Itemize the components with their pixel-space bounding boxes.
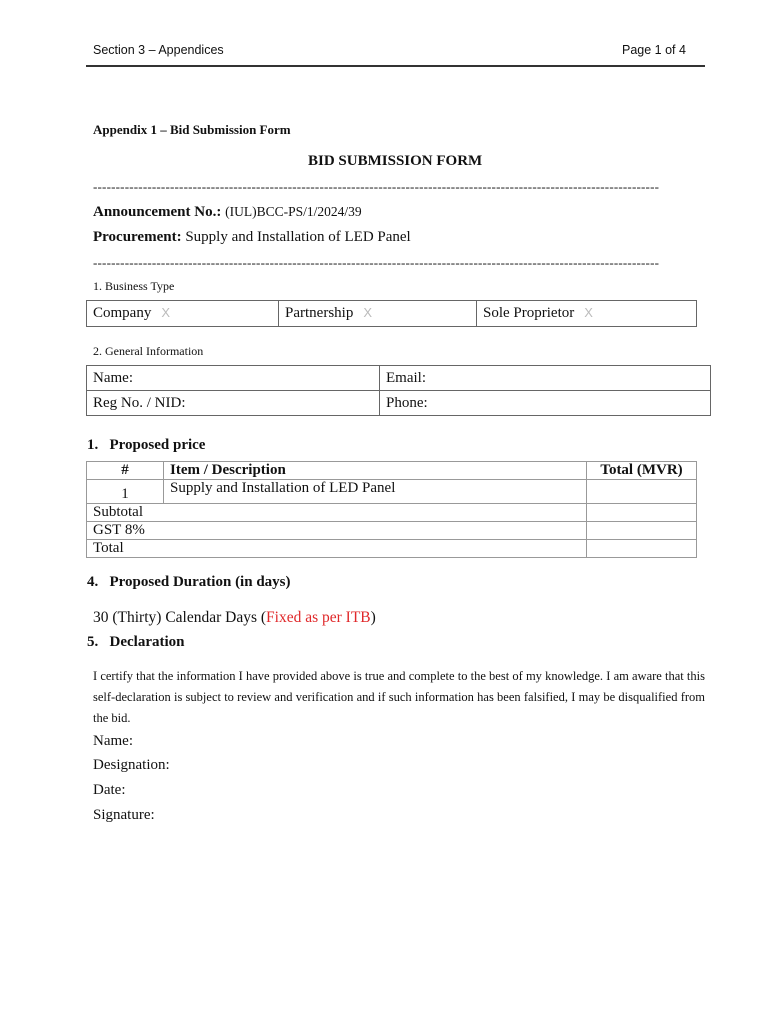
name-field[interactable]: Name: — [87, 366, 380, 391]
option-label: Company — [93, 305, 152, 321]
price-table — [86, 461, 697, 558]
proposed-price-heading: 1. Proposed price — [87, 437, 206, 453]
announcement-line — [93, 204, 362, 221]
designation-field[interactable]: Designation: — [93, 757, 170, 773]
business-type-sole-proprietor[interactable] — [477, 301, 697, 327]
col-number-header: # — [87, 462, 164, 480]
checkbox-mark-x[interactable]: X — [363, 305, 372, 320]
procurement-line — [93, 229, 411, 246]
business-type-partnership[interactable] — [279, 301, 477, 327]
duration-text — [93, 609, 376, 627]
date-field[interactable]: Date: — [93, 782, 126, 798]
col-total-header: Total (MVR) — [587, 462, 697, 480]
subtotal-label: Subtotal — [87, 504, 587, 522]
general-info-heading: 2. General Information — [93, 344, 204, 358]
col-item-header: Item / Description — [164, 462, 587, 480]
procurement-label: Procurement: — [93, 229, 182, 245]
subtotal-value-cell[interactable] — [587, 504, 697, 522]
total-value-cell[interactable] — [587, 540, 697, 558]
option-label: Sole Proprietor — [483, 305, 575, 321]
signature-name-field[interactable]: Name: — [93, 733, 133, 749]
divider-bottom: ----------------------------------------------------------------------------------------------------------------------------- — [93, 255, 660, 270]
announcement-label: Announcement No.: — [93, 204, 222, 220]
gst-label: GST 8% — [87, 522, 587, 540]
duration-text-pre: 30 (Thirty) Calendar Days ( — [93, 609, 267, 626]
row-item: Supply and Installation of LED Panel — [164, 480, 587, 504]
phone-field[interactable]: Phone: — [380, 391, 711, 416]
divider-top: ----------------------------------------------------------------------------------------------------------------------------- — [93, 179, 660, 194]
header-section: Section 3 – Appendices — [93, 43, 224, 57]
row-total-cell[interactable] — [587, 480, 697, 504]
announcement-value: (IUL)BCC-PS/1/2024/39 — [225, 204, 362, 219]
reg-nid-field[interactable]: Reg No. / NID: — [87, 391, 380, 416]
header-rule — [86, 65, 705, 67]
declaration-text: I certify that the information I have provided above is true and complete to the best of my knowledge. I am aware that this self-declaration is subject to review and verification and if such information has been falsified, I may be disqualified from the bid. — [93, 669, 705, 725]
duration-text-post: ) — [370, 609, 376, 626]
gst-value-cell[interactable] — [587, 522, 697, 540]
header-page-number: Page 1 of 4 — [622, 43, 686, 57]
signature-field[interactable]: Signature: — [93, 807, 155, 823]
email-field[interactable]: Email: — [380, 366, 711, 391]
business-type-heading: 1. Business Type — [93, 279, 175, 293]
row-number: 1 — [87, 480, 164, 504]
duration-fixed-note: Fixed as per ITB — [266, 609, 371, 626]
checkbox-mark-x[interactable]: X — [161, 305, 171, 320]
business-type-table — [86, 300, 697, 327]
general-info-table — [86, 365, 711, 416]
total-label: Total — [87, 540, 587, 558]
declaration-heading: 5. Declaration — [87, 634, 185, 650]
procurement-value: Supply and Installation of LED Panel — [185, 229, 411, 245]
checkbox-mark-x[interactable]: X — [584, 305, 593, 320]
business-type-company[interactable] — [87, 301, 279, 327]
table-row — [87, 480, 697, 504]
form-title: BID SUBMISSION FORM — [308, 153, 483, 169]
duration-heading: 4. Proposed Duration (in days) — [87, 574, 291, 590]
option-label: Partnership — [285, 305, 354, 321]
appendix-title: Appendix 1 – Bid Submission Form — [93, 122, 291, 137]
